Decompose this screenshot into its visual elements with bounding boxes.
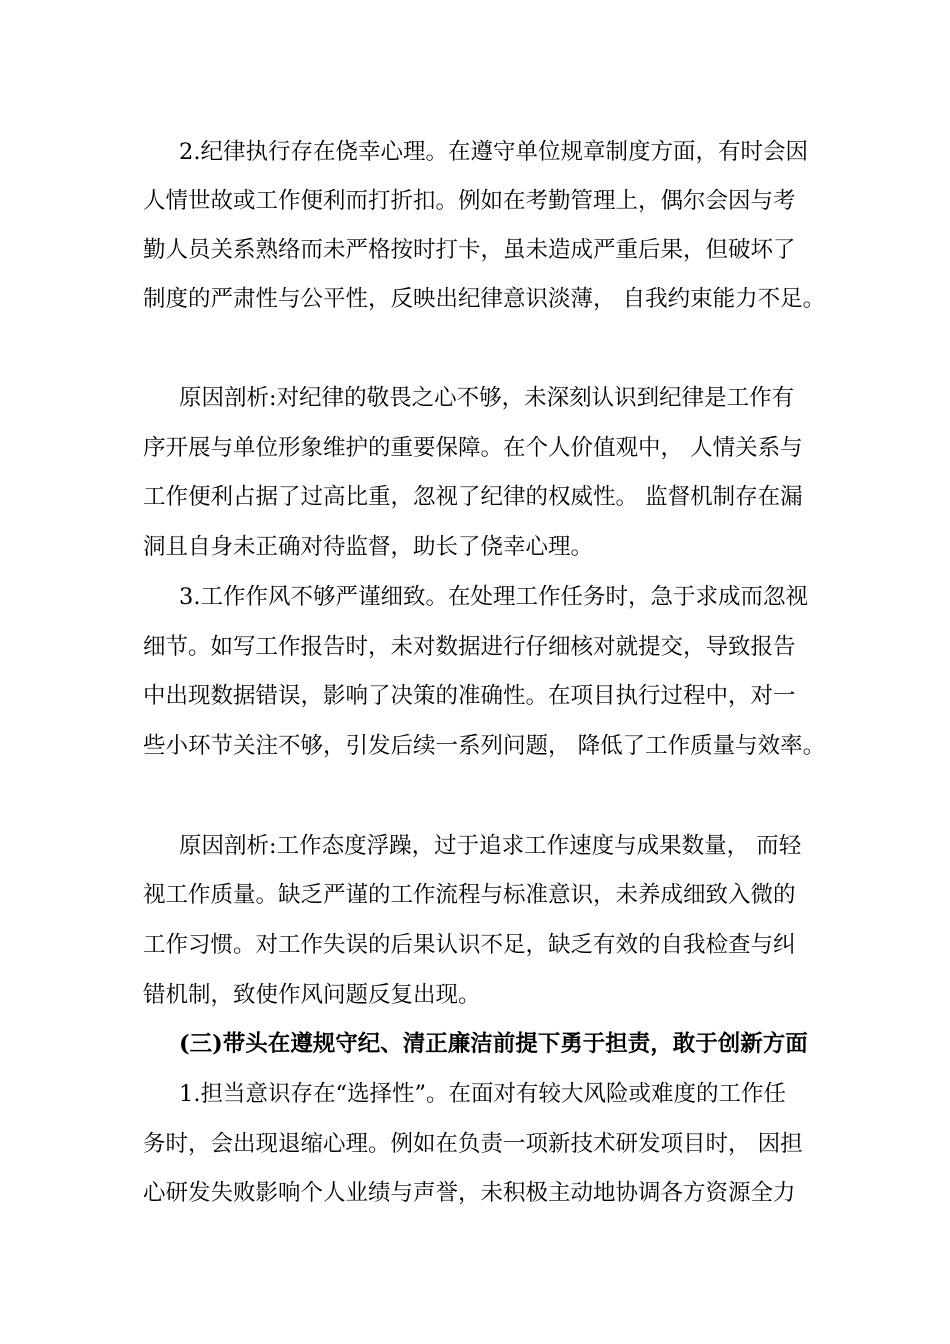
text-line (0, 930, 950, 960)
line-text: 勤人员关系熟络而未严格按时打卡，虽未造成严重后果，但破坏了 (143, 237, 796, 263)
text-line (0, 880, 950, 910)
line-text: 3.工作作风不够严谨细致。在处理工作任务时，急于求成而忽视 (179, 584, 808, 610)
text-line (0, 482, 950, 512)
heading-text: (三)带头在遵规守纪、清正廉洁前提下勇于担责，敢于创新方面 (179, 1031, 808, 1057)
text-line (0, 1129, 950, 1159)
line-text: 原因剖析:工作态度浮躁，过于追求工作速度与成果数量， 而轻 (179, 833, 802, 859)
line-text: 细节。如写工作报告时，未对数据进行仔细核对就提交，导致报告 (143, 634, 796, 660)
text-line (0, 582, 950, 612)
text-line (0, 731, 950, 761)
text-line (0, 831, 950, 861)
text-line (0, 632, 950, 662)
text-line (0, 284, 950, 314)
line-text: 中出现数据错误，影响了决策的准确性。在项目执行过程中，对一 (143, 683, 796, 709)
line-text: 务时，会出现退缩心理。例如在负责一项新技术研发项目时， 因担 (143, 1131, 803, 1157)
text-line (0, 433, 950, 463)
text-line (0, 186, 950, 216)
line-text: 原因剖析:对纪律的敬畏之心不够，未深刻认识到纪律是工作有 (179, 385, 795, 411)
line-text: 人情世故或工作便利而打折扣。例如在考勤管理上，偶尔会因与考 (143, 188, 796, 214)
text-line (0, 980, 950, 1010)
text-line (0, 681, 950, 711)
line-text: 心研发失败影响个人业绩与声誉，未积极主动地协调各方资源全力 (143, 1180, 796, 1206)
line-text: 序开展与单位形象维护的重要保障。在个人价值观中， 人情关系与 (143, 435, 803, 461)
section-heading (0, 1029, 950, 1059)
text-line (0, 137, 950, 167)
line-text: 工作便利占据了过高比重，忽视了纪律的权威性。 监督机制存在漏 (143, 484, 803, 510)
line-text: 些小环节关注不够，引发后续一系列问题， 降低了工作质量与效率。 (143, 733, 826, 759)
line-text: 2.纪律执行存在侥幸心理。在遵守单位规章制度方面，有时会因 (179, 139, 808, 165)
line-text: 洞且自身未正确对待监督，助长了侥幸心理。 (143, 534, 594, 560)
text-line (0, 1079, 950, 1109)
text-line (0, 383, 950, 413)
line-text: 1.担当意识存在“选择性”。在面对有较大风险或难度的工作任 (179, 1081, 786, 1107)
text-line (0, 1178, 950, 1208)
line-text: 错机制，致使作风问题反复出现。 (143, 982, 481, 1008)
text-line (0, 532, 950, 562)
text-line (0, 235, 950, 265)
line-text: 工作习惯。对工作失误的后果认识不足，缺乏有效的自我检查与纠 (143, 932, 796, 958)
line-text: 制度的严肃性与公平性，反映出纪律意识淡薄， 自我约束能力不足。 (143, 286, 826, 312)
line-text: 视工作质量。缺乏严谨的工作流程与标准意识，未养成细致入微的 (143, 882, 796, 908)
